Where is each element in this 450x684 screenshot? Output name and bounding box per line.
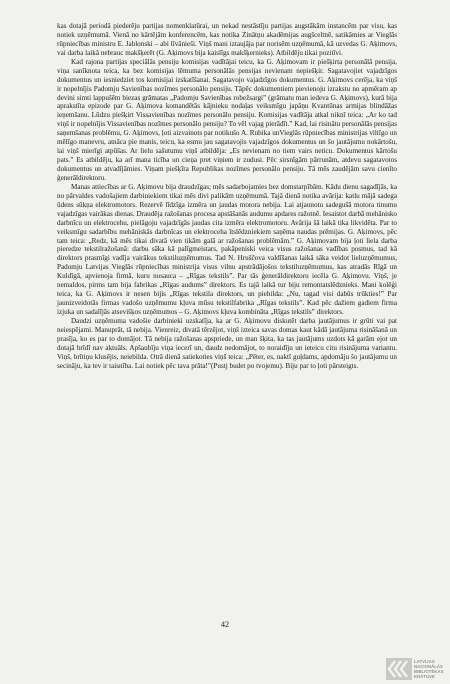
- library-logo-line: BIBLIOTĒKAS: [414, 669, 444, 674]
- paragraph: Kad rajona partijas speciālās pensiju komisijas vadītājai teicu, ka G. Aķimovam ir piešķirta personālā pensija, viņa sanīknota teica, ka bez komisijas lēmuma personālās pensijas nevienam nepiešķir. Sagatavojiet vajadzīgos dokumentus un iesniedziet tos komisijai izskatīšanai. Sagatavojo vajadzīgos dokumentus. G. Aķimovs cerēja, ka viņš ir nopelnījis Padomju Savienības nozīmes personālo pensiju. Tāpēc dokumentiem pievienoju izrakstu no apmēram ap devini simti lappušēm biezas grāmatas „Padomju Savienības robežsargi” (grāmatu man iedeva G. Aķimovs), kurā bija aprakstīta epizode par G. Aķimova komandētās kājnieku nodaļas veiksmīgu japāņu Kvantūnas armijas blindāžas ieņemšanu. Lūdzu piešķirt Vissavienības nozīmes personālo pensiju. Komisijas vadītāja atkal niknī teica: „Ar ko tad viņš ir nopelnījis Vissavienības nozīmes personālo pensiju? To vēl vajag pierādīt.” Kad, lai risinātu personālās pensijas saņemšanas problēmu, G. Aķimovs, ļoti aizvainots par notikušo A. Rubika unVieglās rūpniecības ministrijas viltīgo un mēlīgo manevru, atnāca pie manis, teicu, ka esmu jau sagatavojis vajadzīgos dokumentus un šo jautājumu nokārtošu, lai viņš mierīgi atpūšas. Ar lielu sašutumu viņš atbildēja: „Es nevienam no tiem vairs neticu. Dokumentus kārtošu pats.” Es atbildēju, ka arī mana ticība un cieņa pret viņiem ir zudusi. Pēc sirsnīgām pārrunām, atdevu sagatavotos dokumentus un atvadījāmies. Viņam piešķīra Republikas nozīmes personālo pensiju. Tā mēs zaudējām savu cienīto ģenerāldirektoru.: [57, 57, 397, 182]
- library-logo-line: KRĀTUVE: [414, 674, 435, 679]
- library-logo-text: [414, 659, 443, 679]
- paragraph: Daudzi uzņēmuma vadošie darbinieki uzskatīja, ka ar G. Aķimovu diskutēt darba jautājumus ir grūti vai pat neiespējami. Manuprāt, tā nebija. Vienreiz, divatā tērzējot, viņš izteica savas domas kaut kādā jautājuma risināšanā un prasīja, ko es par to domājot. Tā nebija ražošanas apspriede, un man šķita, ka tas jautājums uzdots kā garām ejot un dotajā brīdī nav aktuāls. Apšaubīju viņa iecerī un, daudz nedomājot, to noraidīju un ieteicu citu risinājuma variantu. Viņš, brītiņu klusējis, neiebilda. Otrā dienā satiekoties viņš teica: „Pēter, es, naktī guļdams, apdomāju šo jautājumu un secināju, ka tev ir taisnība. Lai notiek pēc tava prāta!”(Pustj budet po tvojemu). Biju par to ļoti pārsteigts.: [57, 316, 397, 370]
- library-logo-icon: [386, 658, 412, 680]
- library-logo-line: LATVIJAS: [414, 659, 435, 664]
- library-logo-line: NACIONĀLĀS: [414, 664, 443, 669]
- library-stamp: [386, 658, 444, 680]
- page-number: 42: [221, 620, 229, 629]
- paragraph: Manas attiecības ar G. Aķimovu bija draudzīgas; mēs sadarbojamies bez domstarpībām. Kādu dienu sagadījās, ka no pārvaldes vadošajiem darbiniekiem tikai mēs divi palikām uzņēmumā. Tajā dienā notika avārija: katlu mājā sadega ūdens sūkņa elektromotors. Rezervē līdzīga izmēra un jaudas motora nebija. Lai atjaunotu sadegušā motora tinumu vajadzīgas vairākas dienas. Draudēja ražošanas procesa apstāšanās audumu apdares ražotnē. Iesaistot darbā mehānisko darbnīcu un elektrocehu, pielāgoju vajadzīgās jaudas cita izmēra elektromotoru. Avārija šā laikā tika likvidēta. Par to veiksmīgu sadarbību mehāniskās darbnīcas un elektroceha ītslēdzniekiem saņēma naudas prēmijas. G. Aķimovs, pēc tam teica: „Redz, kā mēs tikai divatā vien tikām galā ar ražošanas problēmām.” G. Aķimovam bija ļoti liela darba pieredze tekstilražošanā: darbu sāka kā palīgmeistars, pakāpeniski veica visus ražošanas vadības posmus, tad kā direktors prasmīgi vadīja vairākus tekstiluzņēmumus. Tad N. Hruščova valdīšanas laikā sāka veidot lieluzņēmumus, Padomju Latvijas Vieglās rūpniecības ministrija visus vilnu apstrādājošos tekstiluzņēmumus, kas atradās Rīgā un Kuldīgā, apvienoja firmā, kuru nosauca – „Rīgas tekstils”. Par tās ģenerāldirektoru iecēla G. Aķimovu. Viņš, je nemaldos, pirms tam bija fabrikas „Rīgas audums” direktors. Es tajā laikā tur biju remontatslēdznieks. Mani kolēģi teica, ka G. Aķimovs ir nesen bijis „Rīgas tekstila direktors, un piebilda: „Nu, tagad visi dabūs trūkties!” Par jaunizveidotās firmas vadošo uzņēmumu kļuva mūsu tekstilfabrika „Rīgas tekstils”. Kad pēc dažiem gadiem firma izjuka un sadalījās atsevišķos uzņēmumos – G. Aķimovs kļuva kombināta „Rīgas tekstils” direktors.: [57, 182, 397, 316]
- paragraph: kas dotajā periodā piederēju partijas nomenklatūrai, un nekad nestāstīju partijas augstākām instancēm par visu, kas notiek uzņēmumā. Vienā no kārtējām konferencēm, kas notika Zinātņu akadēmijas augšceltnē, satikāmies ar Vieglās rūpniecības ministru E. Jablonski – abi līvānieši. Viņš mani iztaujāja par norisēm uzņēmumā, kā uzvedas G. Aķimovs, vai darba laikā nebrauc makšķerēt (G. Aķimovs bija kaislīgs makšķernieks). Atbildēju tikai pozitīvi.: [57, 22, 397, 57]
- body-text: [57, 22, 397, 371]
